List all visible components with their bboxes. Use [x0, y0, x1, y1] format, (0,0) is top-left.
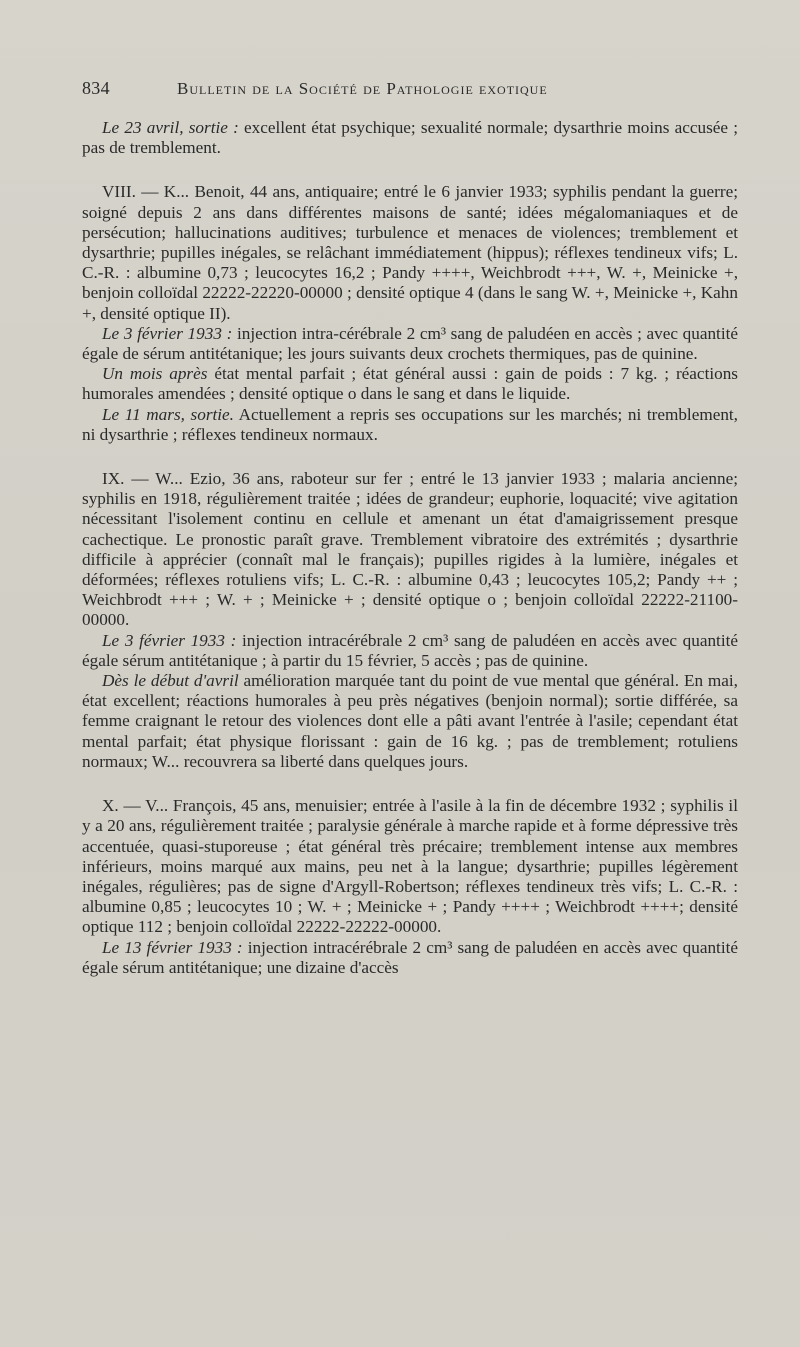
paragraph-lead: Le 13 février 1933 : — [102, 937, 243, 957]
paragraph-text: amélioration marquée tant du point de vue mental que général. En mai, état excellent; réactions humorales à peu près négatives (benjoin normal); sortie différée, sa femme craignant le retour des violences dont elle a pâti avant l'entrée à l'asile; cependant état mental parfait; état physique florissant : gain de 16 kg. ; pas de tremblement; rotuliens normaux; W... recouvrera sa liberté dans quelques jours. — [82, 671, 738, 771]
article-body — [82, 118, 738, 978]
paragraph-text: X. — V... François, 45 ans, menuisier; entrée à l'asile à la fin de décembre 1932 ; syphilis il y a 20 ans, régulièrement traitée ; paralysie générale à marche rapide et à forme dépressive très accentuée, quasi-stuporeuse ; état général très précaire; tremblement intense aux membres inférieurs, moins marqué aux mains, peu net à la langue; dysarthrie; pupilles légèrement inégales, régulières; pas de signe d'Argyll-Robertson; réflexes tendineux très vifs; L. C.-R. : albumine 0,85 ; leucocytes 10 ; W. + ; Meinicke + ; Pandy ++++ ; Weichbrodt ++++; densité optique 112 ; benjoin colloïdal 22222-22222-00000. — [82, 796, 738, 937]
paragraph-text: état mental parfait ; état général aussi : gain de poids : 7 kg. ; réactions humorales amendées ; densité optique o dans le sang et dans le liquide. — [82, 364, 738, 404]
paragraph-lead: Le 23 avril, sortie : — [102, 118, 239, 137]
paragraph-sortie-avril — [82, 118, 738, 158]
paragraph-case-ix — [82, 469, 738, 631]
running-header — [82, 78, 738, 118]
paragraph-injection-ix — [82, 631, 738, 671]
paragraph-text: IX. — W... Ezio, 36 ans, raboteur sur fer ; entré le 13 janvier 1933 ; malaria ancienne; syphilis en 1918, régulièrement traitée ; idées de grandeur; euphorie, loquacité; vive agitation nécessitant l'isolement continu en cellule et amenant un état d'amaigrissement presque cachectique. Le pronostic paraît grave. Tremblement vibratoire des extrémités ; dysarthrie difficile à apprécier (connaît mal le français); pupilles rigides à la lumière, inégales et déformées; réflexes rotuliens vifs; L. C.-R. : albumine 0,43 ; leucocytes 105,2; Pandy ++ ; Weichbrodt +++ ; W. + ; Meinicke + ; densité optique o ; benjoin colloïdal 22222-21100-00000. — [82, 469, 738, 630]
paragraph-injection-x — [82, 938, 738, 978]
paragraph-case-viii — [82, 182, 738, 323]
paragraph-case-x — [82, 796, 738, 937]
paragraph-amelioration — [82, 671, 738, 772]
paragraph-text: injection intracérébrale 2 cm³ sang de paludéen en accès avec quantité égale sérum antitétanique; une dizaine d'accès — [82, 937, 739, 977]
page-number: 834 — [82, 78, 110, 98]
paragraph-text: injection intracérébrale 2 cm³ sang de paludéen en accès avec quantité égale sérum antitétanique ; à partir du 15 février, 5 accès ; pas de quinine. — [82, 630, 738, 670]
paragraph-text: excellent état psychique; sexualité normale; dysarthrie moins accusée ; pas de tremblement. — [82, 118, 738, 158]
paragraph-injection-viii — [82, 324, 738, 364]
paragraph-mois-apres — [82, 364, 738, 404]
paragraph-lead: Le 3 février 1933 : — [102, 630, 237, 650]
paragraph-lead: Dès le début d'avril — [102, 671, 239, 691]
paragraph-lead: Le 11 mars, sortie. — [102, 404, 234, 424]
paragraph-text: VIII. — K... Benoit, 44 ans, antiquaire; entré le 6 janvier 1933; syphilis pendant la guerre; soigné depuis 2 ans dans différentes maisons de santé; idées mégalomaniaques et de persécution; hallucinations auditives; turbulence et menaces de violences; tremblement et dysarthrie; pupilles inégales, se relâchant immédiatement (hippus); réflexes tendineux vifs; L. C.-R. : albumine 0,73 ; leucocytes 16,2 ; Pandy ++++, Weichbrodt +++, W. +, Meinicke +, benjoin colloïdal 22222-22220-00000 ; densité optique 4 (dans le sang W. +, Meinicke +, Kahn +, densité optique II). — [82, 182, 738, 323]
journal-title: Bulletin de la Société de Pathologie exotique — [177, 79, 548, 98]
paragraph-text: Actuellement a repris ses occupations sur les marchés; ni tremblement, ni dysarthrie ; réflexes tendineux normaux. — [82, 404, 738, 444]
paragraph-lead: Le 3 février 1933 : — [102, 323, 233, 343]
paragraph-sortie-mars — [82, 405, 738, 445]
paragraph-lead: Un mois après — [102, 364, 208, 384]
paragraph-text: injection intra-cérébrale 2 cm³ sang de paludéen en accès ; avec quantité égale de sérum antitétanique; les jours suivants deux crochets thermiques, pas de quinine. — [82, 323, 738, 364]
